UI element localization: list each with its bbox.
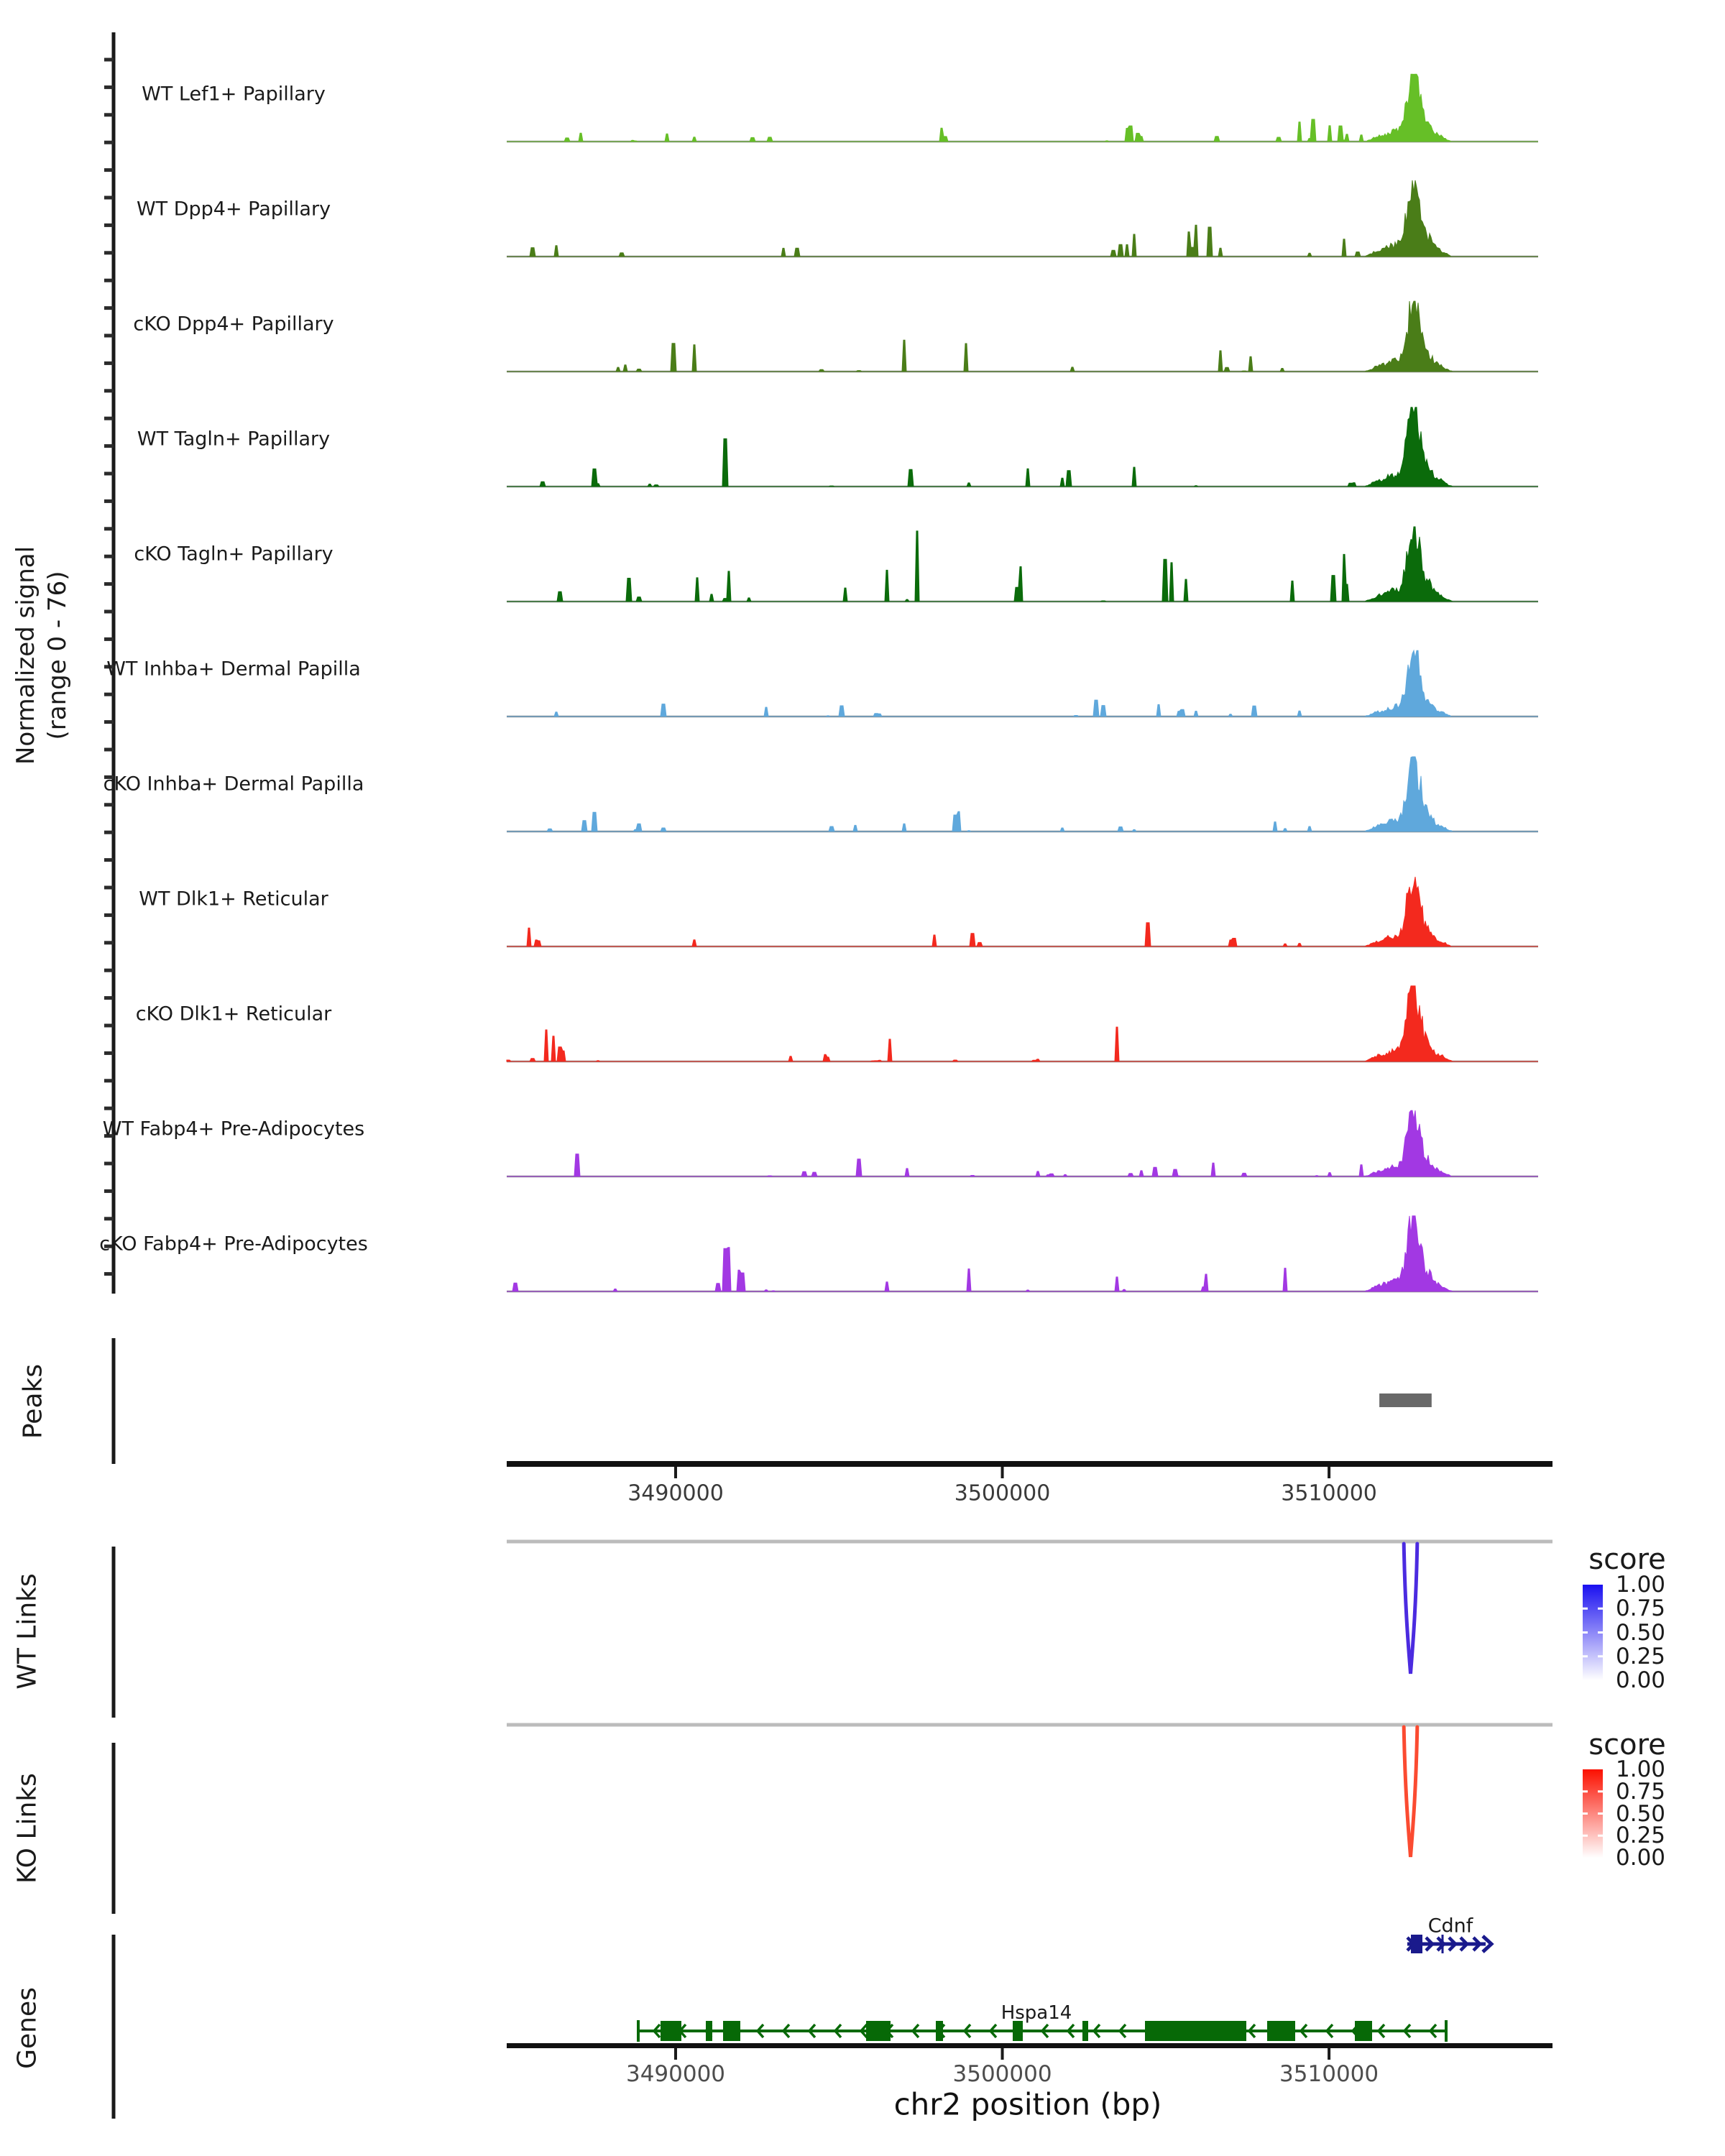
coverage-signal — [507, 1216, 1538, 1291]
track-label: cKO Fabp4+ Pre-Adipocytes — [99, 1233, 368, 1256]
track-label: WT Inhba+ Dermal Papilla — [106, 658, 361, 681]
bottom-axis-tick-label: 3490000 — [625, 2061, 726, 2087]
track-label: cKO Inhba+ Dermal Papilla — [103, 773, 364, 796]
top-axis-tick-label: 3490000 — [627, 1480, 724, 1506]
coverage-signal — [507, 527, 1538, 602]
coverage-signal — [507, 180, 1538, 257]
score-legend-value: 0.50 — [1616, 1619, 1666, 1646]
track-label: WT Lef1+ Papillary — [142, 83, 326, 106]
gene-exon — [936, 2021, 943, 2041]
gene-exon — [1355, 2021, 1372, 2041]
track-label: cKO Tagln+ Papillary — [134, 543, 334, 566]
y-axis-title-line1: Normalized signal — [12, 545, 40, 765]
score-legend-value: 0.00 — [1616, 1667, 1666, 1693]
ko-score-legend-title: score — [1588, 1728, 1666, 1761]
bottom-position-axis — [507, 2043, 1552, 2048]
top-axis-tick-label: 3510000 — [1281, 1480, 1377, 1506]
legend-gradient-tick — [1598, 1835, 1603, 1837]
y-axis-title-line2: (range 0 - 76) — [43, 571, 72, 740]
legend-gradient-tick — [1583, 1631, 1588, 1634]
gene-utr-tick — [1441, 1935, 1443, 1953]
coverage-signal — [507, 407, 1538, 487]
wt-score-legend-title: score — [1588, 1543, 1666, 1576]
track-label: WT Dpp4+ Papillary — [136, 198, 331, 221]
genes-panel-title: Genes — [12, 1987, 42, 2069]
bottom-axis-tick-label: 3500000 — [952, 2061, 1052, 2087]
ko-links-panel-title: KO Links — [12, 1773, 42, 1884]
legend-gradient-tick — [1583, 1655, 1588, 1657]
coverage-signal — [507, 986, 1538, 1061]
gene-end-bar — [1445, 2020, 1448, 2042]
gene-exon — [1267, 2021, 1295, 2041]
score-legend-value: 0.25 — [1616, 1643, 1666, 1669]
link-arc — [1404, 1727, 1417, 1857]
legend-gradient-tick — [1583, 1608, 1588, 1610]
gene-label-hspa14: Hspa14 — [1000, 2002, 1072, 2024]
gene-exon — [1411, 1935, 1422, 1953]
track-label: cKO Dlk1+ Reticular — [135, 1003, 332, 1026]
score-legend-value: 0.00 — [1616, 1845, 1666, 1871]
score-legend-value: 0.75 — [1616, 1595, 1666, 1622]
legend-gradient-tick — [1583, 1835, 1588, 1837]
gene-exon — [1013, 2021, 1023, 2041]
legend-gradient-tick — [1583, 1790, 1588, 1792]
gene-exon — [723, 2021, 740, 2041]
top-axis-tick-label: 3500000 — [954, 1480, 1051, 1506]
x-axis-title: chr2 position (bp) — [893, 2086, 1162, 2122]
peak-interval — [1379, 1393, 1432, 1407]
coverage-signal — [507, 1110, 1538, 1176]
coverage-signal — [507, 877, 1538, 946]
bottom-axis-tick-label: 3510000 — [1279, 2061, 1379, 2087]
score-legend-value: 0.25 — [1616, 1823, 1666, 1849]
wt-links-panel-title: WT Links — [12, 1573, 42, 1690]
gene-exon — [661, 2021, 681, 2041]
score-legend-value: 0.50 — [1616, 1800, 1666, 1827]
coverage-signal — [507, 301, 1538, 372]
legend-gradient-tick — [1598, 1608, 1603, 1610]
peaks-panel-title: Peaks — [18, 1363, 48, 1439]
score-legend-value: 1.00 — [1616, 1756, 1666, 1782]
gene-label-cdnf: Cdnf — [1427, 1915, 1473, 1938]
gene-end-bar — [637, 2020, 640, 2042]
gene-exon — [1145, 2021, 1246, 2041]
legend-gradient-tick — [1598, 1812, 1603, 1815]
track-label: cKO Dpp4+ Papillary — [133, 313, 334, 336]
track-label: WT Fabp4+ Pre-Adipocytes — [102, 1118, 365, 1141]
gene-exon — [866, 2021, 891, 2041]
legend-gradient-tick — [1598, 1631, 1603, 1634]
gene-exon — [1082, 2021, 1088, 2041]
legend-gradient-tick — [1583, 1812, 1588, 1815]
legend-gradient-tick — [1598, 1790, 1603, 1792]
y-axis-title — [10, 546, 73, 765]
gene-exon — [706, 2021, 712, 2041]
score-legend-value: 0.75 — [1616, 1778, 1666, 1805]
top-position-axis — [507, 1461, 1552, 1467]
coverage-signal — [507, 74, 1538, 142]
link-arc — [1404, 1544, 1417, 1674]
track-label: WT Tagln+ Papillary — [137, 428, 331, 451]
coverage-signal — [507, 757, 1538, 831]
score-legend-value: 1.00 — [1616, 1572, 1666, 1598]
coverage-signal — [507, 650, 1538, 717]
track-label: WT Dlk1+ Reticular — [139, 888, 328, 911]
legend-gradient-tick — [1598, 1655, 1603, 1657]
